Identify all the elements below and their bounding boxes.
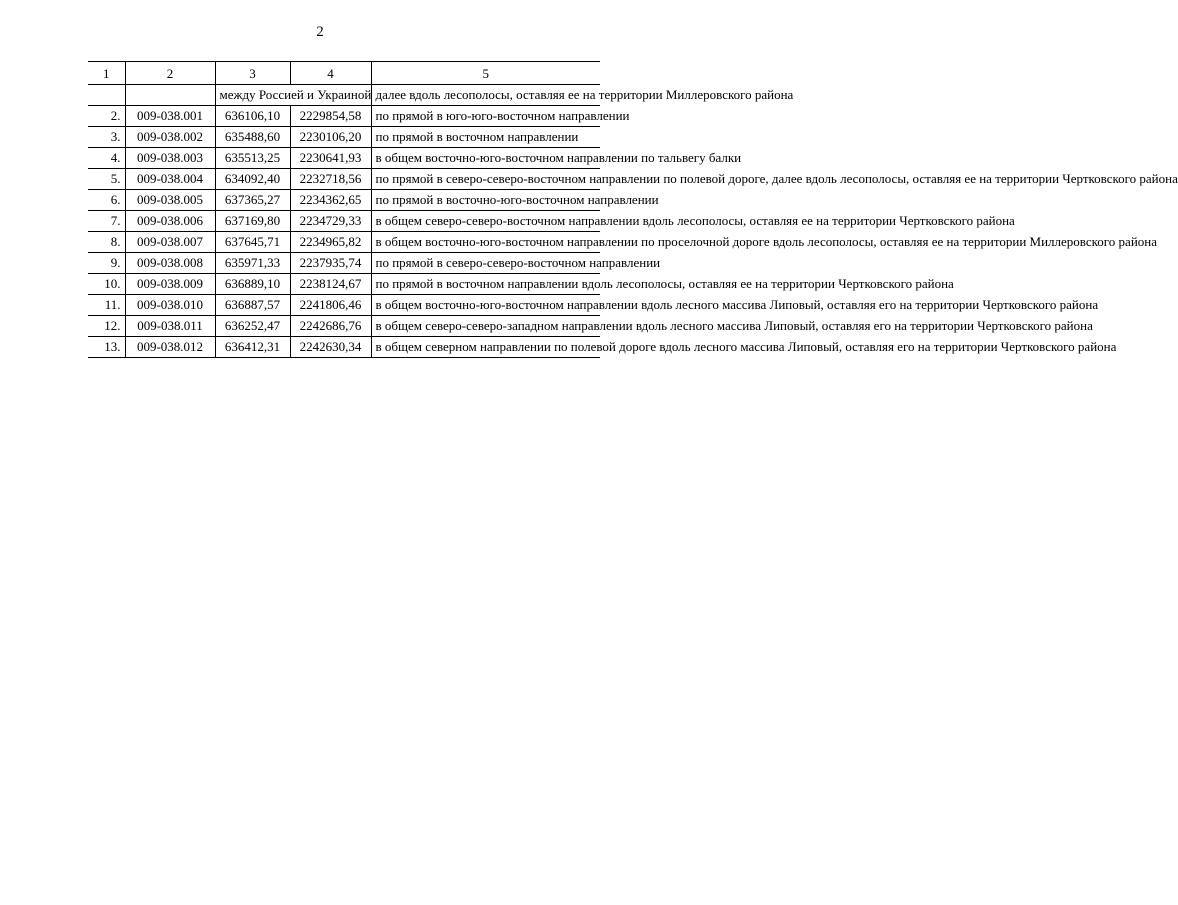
cell-x-coordinate: 636252,47 bbox=[215, 316, 290, 337]
cell-y-coordinate: 2232718,56 bbox=[290, 169, 371, 190]
cell-code: 009-038.006 bbox=[125, 211, 215, 232]
cell-code: 009-038.011 bbox=[125, 316, 215, 337]
cell-y-coordinate: 2242686,76 bbox=[290, 316, 371, 337]
cell-code: 009-038.007 bbox=[125, 232, 215, 253]
cell-x-coordinate: 636412,31 bbox=[215, 337, 290, 358]
cell-y-coordinate: 2234362,65 bbox=[290, 190, 371, 211]
table-row bbox=[88, 253, 600, 274]
cell-x-coordinate: 637169,80 bbox=[215, 211, 290, 232]
boundary-table bbox=[88, 61, 1178, 358]
cell-y-coordinate: 2237935,74 bbox=[290, 253, 371, 274]
cell-num: 2. bbox=[88, 106, 125, 127]
cell-border-note: между Россией и Украиной bbox=[215, 85, 371, 106]
cell-num: 11. bbox=[88, 295, 125, 316]
table-row bbox=[88, 106, 600, 127]
header-col-2: 2 bbox=[125, 62, 215, 85]
table-row bbox=[88, 190, 600, 211]
table-body bbox=[88, 85, 1178, 358]
table-row bbox=[88, 337, 600, 358]
table-row bbox=[88, 169, 600, 190]
cell-num: 12. bbox=[88, 316, 125, 337]
cell-num: 3. bbox=[88, 127, 125, 148]
table-row bbox=[88, 295, 600, 316]
cell-x-coordinate: 635971,33 bbox=[215, 253, 290, 274]
table-row bbox=[88, 316, 600, 337]
cell-code: 009-038.009 bbox=[125, 274, 215, 295]
cell-description: в общем северо-северо-западном направлении вдоль лесного массива Липовый, оставляя его на территории Чертковского района bbox=[371, 316, 600, 337]
cell-x-coordinate: 636106,10 bbox=[215, 106, 290, 127]
cell-num: 8. bbox=[88, 232, 125, 253]
cell-num: 7. bbox=[88, 211, 125, 232]
cell-num: 4. bbox=[88, 148, 125, 169]
page-number: 2 bbox=[316, 24, 324, 40]
cell-description: в общем северо-северо-восточном направлении вдоль лесополосы, оставляя ее на территории Чертковского района bbox=[371, 211, 600, 232]
cell-code: 009-038.001 bbox=[125, 106, 215, 127]
cell-code: 009-038.003 bbox=[125, 148, 215, 169]
cell-description: по прямой в северо-северо-восточном направлении по полевой дороге, далее вдоль лесополосы, оставляя ее на территории Чертковского района bbox=[371, 169, 600, 190]
cell-y-coordinate: 2241806,46 bbox=[290, 295, 371, 316]
cell-x-coordinate: 635488,60 bbox=[215, 127, 290, 148]
cell-description: далее вдоль лесополосы, оставляя ее на территории Миллеровского района bbox=[371, 85, 600, 106]
table-row bbox=[88, 148, 600, 169]
cell-code: 009-038.002 bbox=[125, 127, 215, 148]
cell-code: 009-038.005 bbox=[125, 190, 215, 211]
cell-x-coordinate: 636887,57 bbox=[215, 295, 290, 316]
cell-code: 009-038.010 bbox=[125, 295, 215, 316]
cell-code: 009-038.012 bbox=[125, 337, 215, 358]
cell-y-coordinate: 2229854,58 bbox=[290, 106, 371, 127]
cell-code: 009-038.004 bbox=[125, 169, 215, 190]
table-row bbox=[88, 274, 600, 295]
cell-x-coordinate: 637365,27 bbox=[215, 190, 290, 211]
cell-y-coordinate: 2238124,67 bbox=[290, 274, 371, 295]
header-col-5: 5 bbox=[371, 62, 600, 85]
table-row-continuation bbox=[88, 85, 600, 106]
cell-num: 13. bbox=[88, 337, 125, 358]
cell-y-coordinate: 2234729,33 bbox=[290, 211, 371, 232]
header-col-1: 1 bbox=[88, 62, 125, 85]
cell-code: 009-038.008 bbox=[125, 253, 215, 274]
cell-num: 6. bbox=[88, 190, 125, 211]
cell-description: в общем восточно-юго-восточном направлении по тальвегу балки bbox=[371, 148, 600, 169]
cell-x-coordinate: 637645,71 bbox=[215, 232, 290, 253]
cell-description: в общем восточно-юго-восточном направлении вдоль лесного массива Липовый, оставляя его на территории Чертковского района bbox=[371, 295, 600, 316]
cell-y-coordinate: 2230106,20 bbox=[290, 127, 371, 148]
table-row bbox=[88, 211, 600, 232]
cell-num: 10. bbox=[88, 274, 125, 295]
cell-num: 9. bbox=[88, 253, 125, 274]
header-col-3: 3 bbox=[215, 62, 290, 85]
cell-description: в общем восточно-юго-восточном направлении по проселочной дороге вдоль лесополосы, оставляя ее на территории Миллеровского района bbox=[371, 232, 600, 253]
table-header bbox=[88, 62, 600, 85]
cell-description: по прямой в юго-юго-восточном направлении bbox=[371, 106, 600, 127]
cell-x-coordinate: 635513,25 bbox=[215, 148, 290, 169]
header-row bbox=[88, 62, 600, 85]
cell-y-coordinate: 2242630,34 bbox=[290, 337, 371, 358]
cell-description: по прямой в восточном направлении вдоль лесополосы, оставляя ее на территории Чертковского района bbox=[371, 274, 600, 295]
cell-description: по прямой в восточно-юго-восточном направлении bbox=[371, 190, 600, 211]
cell-description: по прямой в северо-северо-восточном направлении bbox=[371, 253, 600, 274]
cell-x-coordinate: 634092,40 bbox=[215, 169, 290, 190]
table-row bbox=[88, 232, 600, 253]
cell-y-coordinate: 2230641,93 bbox=[290, 148, 371, 169]
cell-description: по прямой в восточном направлении bbox=[371, 127, 600, 148]
cell-description: в общем северном направлении по полевой дороге вдоль лесного массива Липовый, оставляя его на территории Чертковского района bbox=[371, 337, 600, 358]
cell-code bbox=[125, 85, 215, 106]
table-row bbox=[88, 127, 600, 148]
cell-num bbox=[88, 85, 125, 106]
cell-num: 5. bbox=[88, 169, 125, 190]
cell-y-coordinate: 2234965,82 bbox=[290, 232, 371, 253]
cell-x-coordinate: 636889,10 bbox=[215, 274, 290, 295]
header-col-4: 4 bbox=[290, 62, 371, 85]
